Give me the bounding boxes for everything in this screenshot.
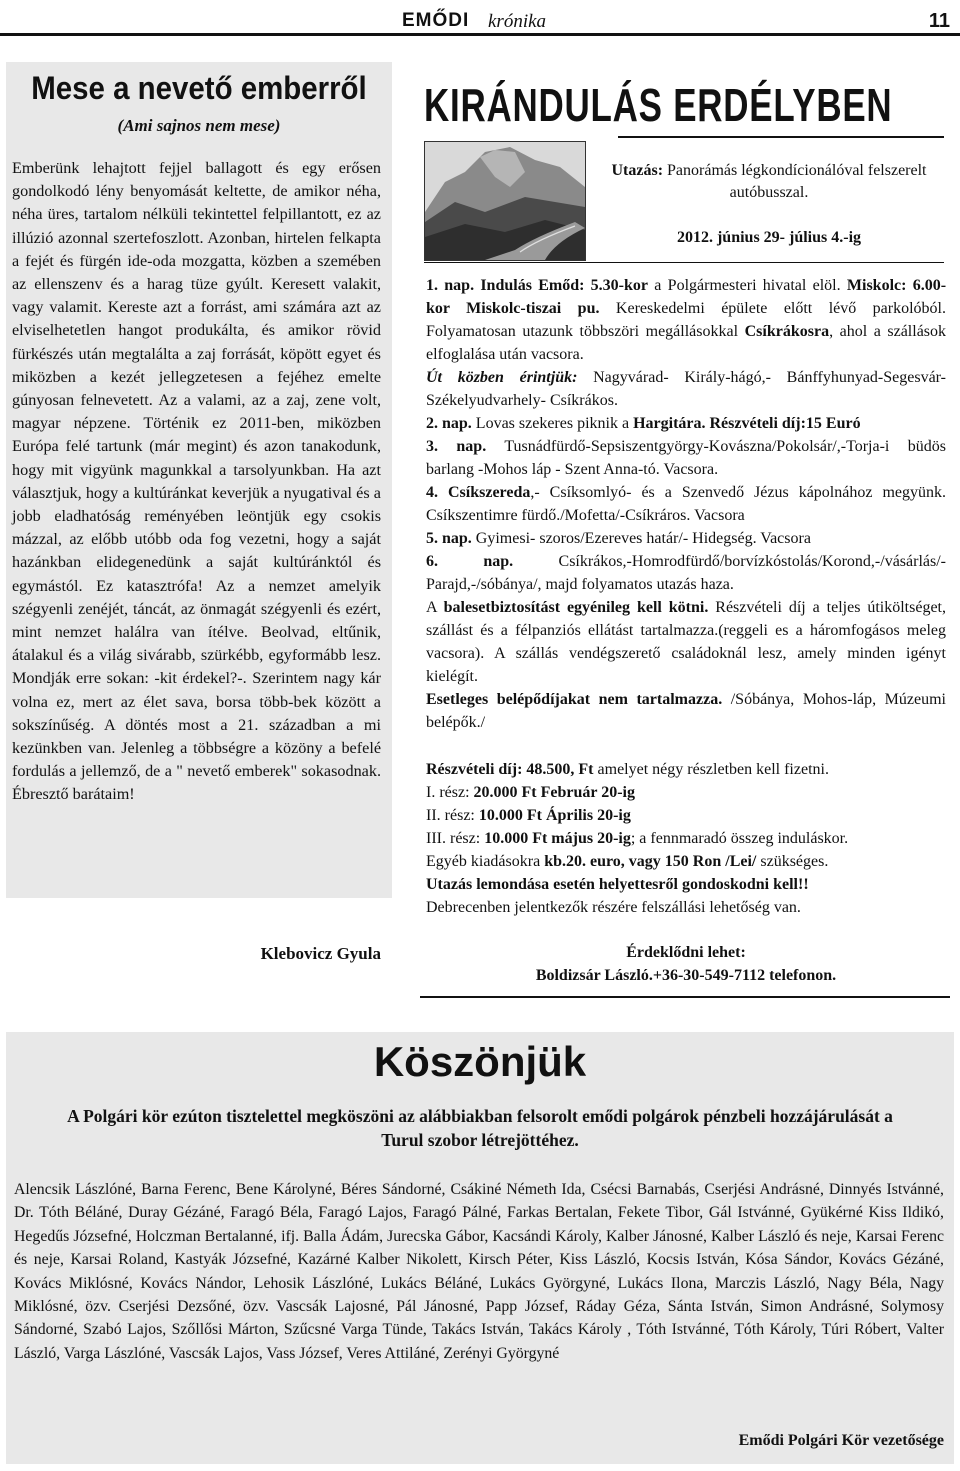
day-5-text: Gyimesi- szoros/Ezereves határ/- Hidegség. Vacsora — [475, 530, 811, 547]
travel-text: Panorámás légkondícionálóval felszerelt autóbusszal. — [667, 162, 927, 201]
day-1-label: 1. nap. Indulás Emőd: 5.30-kor — [426, 277, 649, 294]
day-2-label: 2. nap. — [426, 415, 472, 432]
page-number: 11 — [928, 10, 950, 32]
day-6 — [426, 550, 946, 596]
extras-text: /Sóbánya, Mohos-láp, Múzeumi belépők./ — [426, 691, 946, 731]
payment-3-text: ; a fennmaradó összeg induláskor. — [630, 830, 849, 847]
payment-2-label: II. rész: — [426, 807, 475, 824]
section-rule — [424, 262, 944, 263]
masthead-brand: EMŐDI — [402, 10, 470, 31]
donor-names: Alencsik Lászlóné, Barna Ferenc, Bene Károlyné, Béres Sándorné, Csákiné Németh Ida, Csécsi Barnabás, Cserjési Andrásné, Dinnyés Istvánné, Dr. Tóth Béláné, Duray Gézáné, Faragó Béla, Faragó Lajos, Faragó Pálné, Farkas Bertalan, Fekete Tibor, Gál Istvánné, Gyükérné Kiss Ildikó, Hegedűs Józsefné, Holczman Bertalanné, ifj. Balla Ádám, Jurecska Gábor, Kacsándi Károly, Kalber Jánosné, Kalber László és neje, Karsai Ferenc és neje, Karsai Roland, Kastyák Józsefné, Kazárné Kalber Nikolett, Kirsch Péter, Kiss László, Kocsis István, Kósa Sándor, Kovács Gézáné, Kovács Miklósné, Kovács Nándor, Lehosik Lászlóné, Lukács Béláné, Lukács Györgyné, Lukács Ilona, Marczis László, Nagy Béla, Nagy Miklósné, özv. Cserjési Dezsőné, özv. Vascsák Lajosné, Pál Jánosné, Papp József, Ráday Géza, Sánta István, Simon Andrásné, Solymosy Sándorné, Szabó Lajos, Szőllősi Márton, Szűcsné Varga Tünde, Takács István, Takács Károly , Tóth Istvánné, Tóth Károly, Túri Róbert, Valter László, Varga Lászlóné, Vascsák Lajos, Vass József, Veres Attiláné, Zerényi Györgyné — [14, 1181, 944, 1362]
day-3-label: 3. nap. — [426, 438, 487, 455]
travel-label: Utazás: — [611, 162, 664, 179]
contact-label: Érdeklődni lehet: — [626, 944, 746, 961]
cancel-note — [426, 873, 946, 896]
route-text: Nagyvárad- Király-hágó,- Bánffyhunyad-Segesvár- Székelyudvarhely- Csíkrákos. — [426, 369, 947, 409]
day-6-text: Csíkrákos,-Homrodfürdő/borvízkóstolás/Korond,-/vásárlás/-Parajd,-/sóbánya/, majd folyamatos utazás haza. — [426, 553, 946, 593]
masthead-subtitle: krónika — [488, 11, 547, 32]
day-1-text: a Polgármesteri hivatal elöl. — [654, 277, 841, 294]
debrecen-note: Debrecenben jelentkezők részére felszállási lehetőség van. — [426, 899, 801, 916]
article-author: Klebovicz Gyula — [260, 944, 381, 963]
day-1-dinner: , ahol a szállások elfoglalása után vacsora. — [426, 323, 947, 363]
fee-line — [426, 758, 946, 781]
day-2-place: Hargitára. — [633, 415, 706, 432]
payment-3-value: 10.000 Ft május 20-ig — [484, 830, 631, 847]
payment-1 — [426, 781, 946, 804]
day-4-label: 4. Csíkszereda — [426, 484, 531, 501]
thanks-signature: Emődi Polgári Kör vezetősége — [738, 1432, 944, 1449]
travel-info — [594, 160, 944, 204]
day-5-label: 5. nap. — [426, 530, 472, 547]
day-1 — [426, 274, 946, 366]
column-bottom-rule — [420, 996, 950, 998]
day-6-label: 6. nap. — [426, 553, 514, 570]
day-3-text: Tusnádfürdő-Sepsiszentgyörgy-Kovászna/Pokolsár/,-Torja-i büdös barlang -Mohos láp - Szent Anna-tó. Vacsora. — [426, 438, 947, 478]
insurance — [426, 596, 946, 688]
insurance-note: balesetbiztosítást egyénileg kell kötni. — [443, 599, 709, 616]
article-body: Emberünk lehajtott fejjel ballagott és egy erősen gondolkodó lény benyomását keltette, de amikor néha, néha üres, tartalom nélküli tekintettel felpillantott, ez az illúzió azonnal szertefoszlott. Azonban, hirtelen felkapta a fejét és fürgén ide-oda mozgatta, közben a szemében az ellenszenv és a harag tüze gyúlt. Keresett valakit, vagy valamit. Kereste azt a forrást, ami számára azt az elviselhetetlen hangot produkálta, és amikor rövid fürkészés után megtalálta a zaj forrását, köpött egyet és miközben a kezét jellegzetesen a fejéhez emelte gúnyosan felnevetett. Az a valami, az a zaj, zene volt, magyar népzene. Történik ez 2011-ben, miközben Európa felé tartunk (már megint) és azon tanakodunk, hogy mit vigyünk magunkkal a tarsolyunkban. Ha azt választjuk, hogy a kultúránkat keverjük a nyugatival és a jobb eladhatóság reményében leöntjük egy csokis mázzal, az előbb utóbb oda fog vezetni, hogy a saját hazánkban elidegenedünk a saját kultúránktól és egymástól. Ez katasztrófa! Az a nemzet amelyik szégyenli zenéjét, táncát, az önmagát szégyenli és ezért, mint nemzet halálra van ítélve. Beolvad, eltűnik, átalakul és a világ sivárabb, szürkébb, egyformább lesz. Mondják erre sokan: -kit érdekel?-. Szerintem nagy kár volna ez, mert az élet sava, borsa több-bek között a sokszínűség. A döntés most a 21. században a mi kezünkben van. Jelenleg a többségre a közöny a befelé fordulás a jellemző, de a " nevető emberek" sokasodnak. Ébresztő barátaim! — [12, 159, 381, 804]
day-2-fee: Részvételi díj:15 Euró — [709, 415, 861, 432]
payment-1-label: I. rész: — [426, 784, 470, 801]
thanks-subtitle: A Polgári kör ezúton tisztelettel megköszöni az alábbiakban felsorolt emődi polgárok pénzbeli hozzájárulását a Turul szobor létrejöttéhez. — [67, 1106, 893, 1150]
insurance-a: A — [426, 599, 437, 616]
payment-3 — [426, 827, 946, 850]
day-3 — [426, 435, 946, 481]
payment-2 — [426, 804, 946, 827]
insurance-text: Részvételi díj a teljes útiköltséget, szállást és a félpanziós ellátást tartalmazza.(reggeli es a háromfogásos meleg vacsora). A szállás vendégszerető családoknál lesz, amely minden igényt kielégít. — [426, 599, 947, 685]
extras — [426, 688, 946, 734]
fee-text: amelyet négy részletben kell fizetni. — [597, 761, 829, 778]
thanks-title: Köszönjük — [373, 1038, 587, 1085]
payment-2-value: 10.000 Ft Április 20-ig — [478, 807, 631, 824]
cancel-text: Utazás lemondása esetén helyettesről gondoskodni kell!! — [426, 876, 809, 893]
article-subtitle: (Ami sajnos nem mese) — [117, 116, 281, 135]
other-costs — [426, 850, 946, 873]
article-title: Mese a nevető emberről — [31, 70, 367, 106]
contact-text: Boldizsár László.+36-30-549-7112 telefonon. — [535, 967, 837, 984]
day-2-text: Lovas szekeres piknik a — [475, 415, 630, 432]
extras-note: Esetleges belépődíjakat nem tartalmazza. — [426, 691, 723, 708]
fee-section — [426, 758, 946, 919]
contact — [426, 941, 946, 987]
other-costs-a: Egyéb kiadásokra — [426, 853, 541, 870]
other-costs-c: szükséges. — [760, 853, 829, 870]
day-2 — [426, 412, 946, 435]
trip-dates: 2012. június 29- július 4.-ig — [676, 229, 862, 246]
day-4 — [426, 481, 946, 527]
day-4-text: ,- Csíksomlyó- és a Szenvedő Jézus kápolnához megyünk. Csíkszentimre fürdő./Mofetta/-Csíkráros. Vacsora — [426, 484, 946, 524]
day-1-parking: Kereskedelmi épülete előtt lévő parkolóból. Folyamatosan utazunk többszöri megállásokkal — [426, 300, 946, 340]
payment-3-label: III. rész: — [426, 830, 481, 847]
route-label: Út közben érintjük: — [426, 369, 578, 386]
mountain-road-photo — [424, 141, 586, 261]
day-1-miskolc: Miskolc: 6.00-kor Miskolc-tiszai pu. — [426, 277, 947, 317]
payment-1-value: 20.000 Ft Február 20-ig — [473, 784, 635, 801]
route — [426, 366, 946, 412]
trip-program — [426, 274, 946, 734]
day-1-destination: Csíkrákosra — [744, 323, 830, 340]
other-costs-amount: kb.20. euro, vagy 150 Ron /Lei/ — [544, 853, 757, 870]
title-rule — [618, 136, 944, 138]
day-5 — [426, 527, 946, 550]
fee-label: Részvételi díj: 48.500, Ft — [426, 761, 594, 778]
header-rule — [0, 33, 960, 36]
landscape-image — [425, 142, 585, 260]
trip-title: KIRÁNDULÁS ERDÉLYBEN — [424, 79, 893, 131]
